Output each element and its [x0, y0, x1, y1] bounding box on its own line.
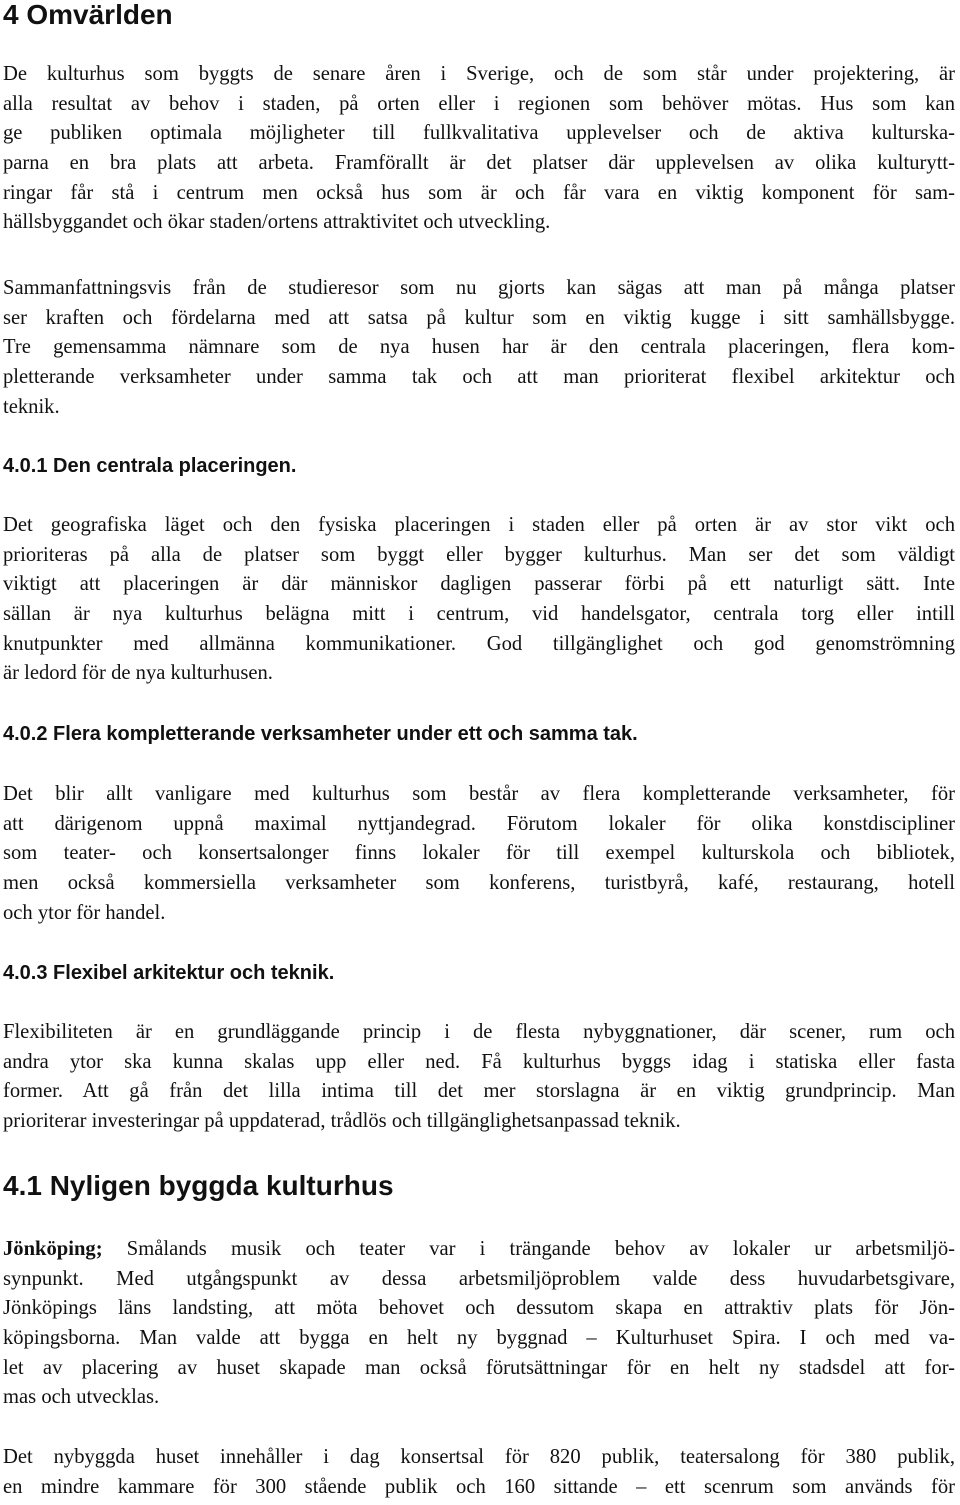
text-line: viktigt att placeringen är där människor dagligen passerar förbi på ett naturligt sätt. Inte	[3, 573, 955, 596]
text-line: ringar får stå i centrum men också hus som är och får vara en viktig komponent för sam-	[3, 181, 955, 204]
section-heading-41: 4.1 Nyligen byggda kulturhus	[3, 1170, 394, 1201]
text-line: knutpunkter med allmänna kommunikationer. God tillgänglighet och god genomströmning	[3, 632, 955, 655]
section-401-paragraph	[3, 511, 955, 689]
text-line: Det blir allt vanligare med kulturhus som består av flera kompletterande verksamheter, för	[3, 783, 955, 805]
text-line: Tre gemensamma nämnare som de nya husen har är den centrala placeringen, flera kom-	[3, 336, 955, 359]
text-line: som teater- och konsertsalonger finns lokaler för till exempel kulturskola och bibliotek,	[3, 842, 955, 865]
text-line: en mindre kammare för 300 stående publik och 160 sittande – ett scenrum som används för	[3, 1475, 955, 1498]
text-line: former. Att gå från det lilla intima till det mer storslagna är en viktig grundprincip. Man	[3, 1080, 955, 1103]
text-line	[3, 1235, 955, 1265]
text-line: parna en bra plats att arbeta. Framförallt är det platser där upplevelsen av olika kulturytt-	[3, 152, 955, 175]
text-line: pletterande verksamheter under samma tak och att man prioriterat flexibel arkitektur och	[3, 366, 955, 389]
text-line: att därigenom uppnå maximal nyttjandegrad. Förutom lokaler för olika konstdiscipliner	[3, 812, 955, 835]
text-line: sällan är nya kulturhus belägna mitt i centrum, vid handelsgator, centrala torg eller intill	[3, 603, 955, 626]
jonkoping-paragraph	[3, 1235, 955, 1413]
text-line: synpunkt. Med utgångspunkt av dessa arbetsmiljöproblem valde dess huvudarbetsgivare,	[3, 1267, 955, 1290]
text-line: teknik.	[3, 395, 60, 418]
text-line: köpingsborna. Man valde att bygga en helt ny byggnad – Kulturhuset Spira. I och med va-	[3, 1327, 955, 1350]
text-line: prioriterar investeringar på uppdaterad, trådlös och tillgänglighetsanpassad teknik.	[3, 1110, 681, 1133]
section-heading-402: 4.0.2 Flera kompletterande verksamheter under ett och samma tak.	[3, 723, 638, 745]
section-heading-401: 4.0.1 Den centrala placeringen.	[3, 455, 297, 477]
text-line: Det geografiska läget och den fysiska placeringen i staden eller på orten är av stor vikt och	[3, 514, 955, 536]
chapter-heading: 4 Omvärlden	[3, 0, 173, 30]
text-line: men också kommersiella verksamheter som konferens, turistbyrå, kafé, restaurang, hotell	[3, 872, 955, 895]
section-heading-403: 4.0.3 Flexibel arkitektur och teknik.	[3, 962, 335, 984]
text-line: ge publiken optimala möjligheter till fullkvalitativa upplevelser och de aktiva kulturska-	[3, 122, 955, 145]
jonkoping-first-line-text: Smålands musik och teater var i trängande behov av lokaler ur arbetsmiljö-	[102, 1238, 955, 1260]
text-line: Sammanfattningsvis från de studieresor som nu gjorts kan sägas att man på många platser	[3, 277, 955, 299]
text-line: andra ytor ska kunna skalas upp eller ned. Få kulturhus byggs idag i statiska eller fasta	[3, 1050, 955, 1073]
text-line: ser kraften och fördelarna med att satsa på kultur som en viktig kugge i sitt samhällsbygge.	[3, 306, 955, 329]
text-line: Det nybyggda huset innehåller i dag konsertsal för 820 publik, teatersalong för 380 publik,	[3, 1446, 955, 1468]
text-line: De kulturhus som byggts de senare åren i Sverige, och de som står under projektering, är	[3, 63, 955, 85]
text-line: prioriteras på alla de platser som byggt eller bygger kulturhus. Man ser det som väldigt	[3, 543, 955, 566]
text-line: alla resultat av behov i staden, på orten eller i regionen som behöver mötas. Hus som kan	[3, 92, 955, 115]
text-line: hällsbyggandet och ökar staden/ortens attraktivitet och utveckling.	[3, 211, 551, 234]
text-line: mas och utvecklas.	[3, 1386, 160, 1409]
text-line: är ledord för de nya kulturhusen.	[3, 662, 273, 685]
text-line: Jönköpings läns landsting, att möta behovet och dessutom skapa en attraktiv plats för Jön-	[3, 1297, 955, 1320]
spira-paragraph	[3, 1443, 955, 1502]
summary-paragraph	[3, 274, 955, 422]
text-line: och ytor för handel.	[3, 901, 166, 924]
section-403-paragraph	[3, 1018, 955, 1137]
intro-paragraph	[3, 60, 955, 238]
section-402-paragraph	[3, 780, 955, 928]
jonkoping-label: Jönköping;	[3, 1238, 103, 1260]
text-line: Flexibiliteten är en grundläggande princip i de flesta nybyggnationer, där scener, rum och	[3, 1021, 955, 1043]
text-line: let av placering av huset skapade man också förutsättningar för en helt ny stadsdel att for-	[3, 1356, 955, 1379]
